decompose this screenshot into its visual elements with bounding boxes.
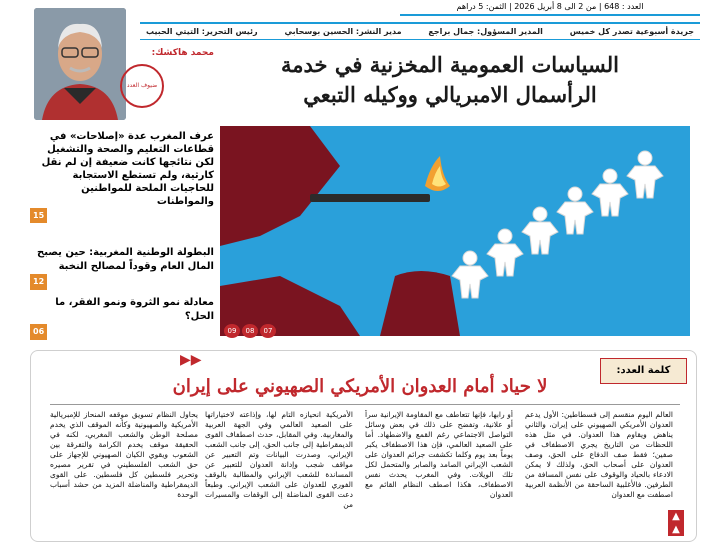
sidebar-item-league[interactable]: [30, 246, 214, 290]
page-number: 06: [30, 324, 47, 340]
publication-director: مدير النشر: الحسين بوسحابي: [284, 27, 402, 36]
staff-line: [140, 22, 700, 40]
sidebar-item-text: معادلة نمو الثروة ونمو الفقر، ما الحل؟: [55, 297, 214, 322]
editorial-column-4: يحاول النظام تسويق موقفه المنحاز للإمبريالية الأمريكية والصهيونية وكأنه الموقف الذي يخدم مصلحة الوطن والشعب المغربي، لكنه في الحقيقة موقف يخدم الكرامة والتفرقة بين الشعوب ويقوي الكيان الصهيوني للإجهاز على حق الشعب الفلسطيني في تقرير مصيره وتحرير فلسطين كل فلسطين. على القوى الديمقراطية والمناضلة المزيد من حشد أسباب الوحدة: [50, 410, 198, 499]
editorial-column-3: الأمريكية انحيازه التام لها، وإذاعته لاختياراتها على الصعيد العالمي وفي الجهة العربية والمغاربية. وفي المقابل، حدث اصطفاف القوى الديمقراطية إلى جانب الحق، إلى جانب الشعب الإيراني، وصدرت البيانات وتم التعبير عن مواقف شجب وإدانة العدوان للتعبير عن المساندة للشعب الإيراني والمطالبة بالوقف الفوري للعدوان على الشعب الإيراني. وطبعاً دعت القوى المناضلة إلى الوقفات والمسيرات من: [205, 410, 353, 509]
headline-line-2: الرأسمال الامبريالي ووكيله التبعي: [303, 82, 597, 107]
editorial-column-1: العالم اليوم منقسم إلى فسطاطين: الأول يدعم العدوان الأمريكي الصهيوني على إيران، والثاني يناهض ويقاوم هذا العدوان. في مثل هذه اللحظات من التاريخ يجري الاصطفاف في صفين؛ فقط صف الدفاع على الحق، وصف العدوان على أصحاب الحق، ولذلك لا يمكن الادعاء بالحياد والوقوف على نفس المسافة من الطرفين. فالأغلبية الساحقة من الأنظمة العربية اصطفت مع العدوان: [525, 410, 673, 499]
page-ref[interactable]: 07: [260, 324, 276, 338]
main-illustration: [220, 126, 690, 336]
guests-stamp: [120, 64, 164, 108]
page-ref[interactable]: 09: [224, 324, 240, 338]
headline-line-1: السياسات العمومية المخزنية في خدمة: [281, 52, 619, 77]
issue-info: العدد : 648 | من 2 الى 8 أبريل 2026 | الثمن: 5 دراهم: [400, 0, 700, 16]
sidebar: [30, 48, 214, 336]
sidebar-item-wealth[interactable]: [30, 296, 214, 340]
editor-in-chief: رئيس التحرير: التيتي الحبيب: [146, 27, 258, 36]
divider: [50, 404, 680, 405]
illustration-page-refs: [224, 318, 278, 338]
sidebar-item-reforms[interactable]: [30, 130, 214, 223]
page-number: 15: [30, 208, 47, 223]
page-number: 12: [30, 274, 47, 290]
frequency-text: جريدة أسبوعية تصدر كل خميس: [569, 27, 694, 36]
sidebar-author: محمد هاكشك:: [151, 48, 214, 58]
main-headline: [215, 50, 685, 110]
editorial-title: لا حياد أمام العدوان الأمريكي الصهيوني على إيران: [172, 376, 548, 397]
scroll-up-icon[interactable]: ▲ ▲: [668, 510, 684, 536]
page-ref[interactable]: 08: [242, 324, 258, 338]
sidebar-item-text: البطولة الوطنية المغربية: حين يصبح المال العام وقوداً لمصالح النخبة: [37, 247, 214, 272]
editorial-column-2: أو رابها، فإنها تتعاطف مع المقاومة الإيرانية سراً أو علانية، وتفضح على ذلك في بعض وسائل التواصل الاجتماعي رغم القمع والاضطهاد. أما على الصعيد العالمي، فإن هذا الاصطفاف يكبر يوماً بعد يوم وكلما تكشفت جرائم العدوان على الشعب الإيراني الصامد والصابر والمتحمل لكل تلك الويلات. وفي المغرب يحدث نفس الاصطفاف، هكذا اصطف النظام القائم مع العدوان: [365, 410, 513, 499]
editorial-label: كلمة العدد:: [600, 358, 687, 384]
play-arrows-icon: ▶▶: [180, 352, 202, 368]
responsible-director: المدير المسؤول: جمال براجع: [428, 27, 543, 36]
stamp-text: ضيوف العدد: [126, 82, 158, 89]
sidebar-item-text: عرف المغرب عدة «إصلاحات» في قطاعات التعليم والصحة والتشغيل لكن نتائجها كانت ضعيفة إن لم نقل كارثية، ولم تستطع الاستجابة للحاجيات الملحة للمواطنين والمواطنات: [41, 131, 214, 207]
